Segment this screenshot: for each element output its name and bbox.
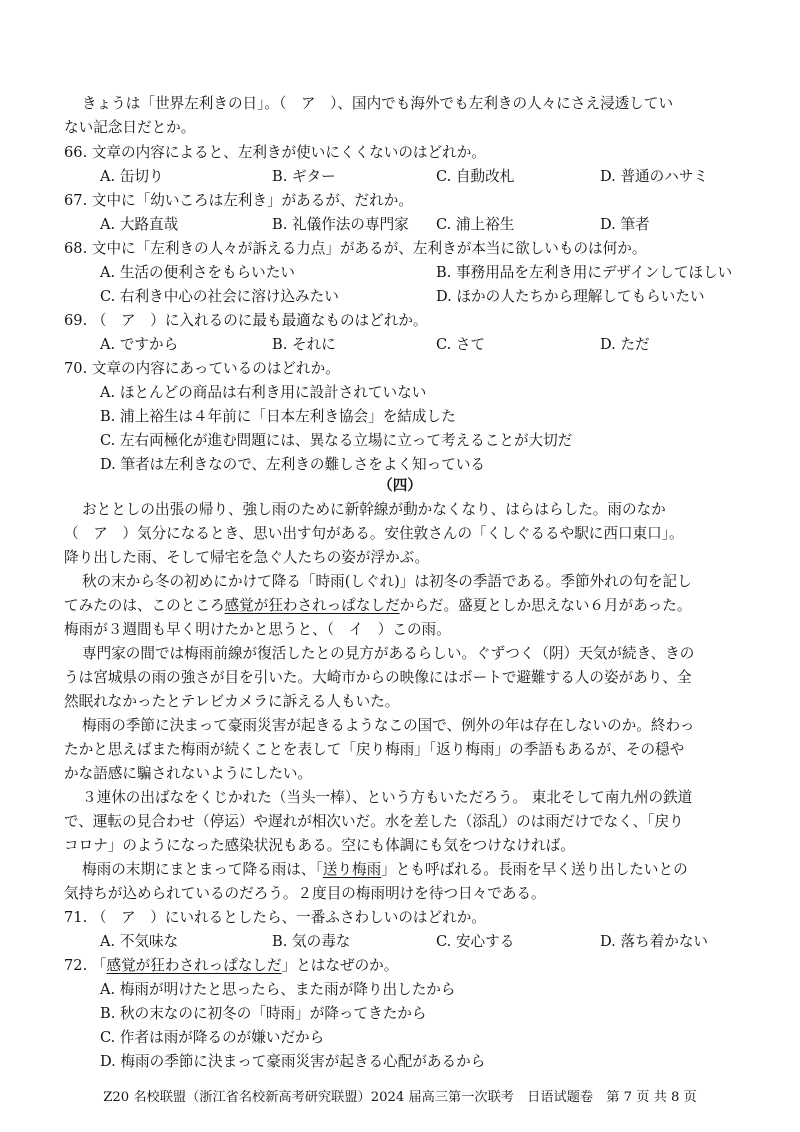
underlined-phrase: 感覚が狂わされっぱなしだ: [224, 597, 400, 614]
q69-option-c: C. さて: [436, 336, 486, 353]
q70-option-d: D. 筆者は左利きなので、左利きの難しさをよく知っている: [100, 456, 486, 473]
passage-line: 降り出した雨、そして帰宅を急ぐ人たちの姿が浮かぶ。: [64, 549, 430, 566]
passage-line: おととしの出張の帰り、強し雨のために新幹線が動かなくなり、はらはらした。雨のなか: [82, 501, 666, 518]
passage-line: （ ア ）気分になるとき、思い出す句がある。安住敦さんの「くしぐるるや駅に西口東口」。: [64, 525, 684, 542]
question-66-stem: 66. 文章の内容によると、左利きが使いにくくないのはどれか。: [64, 144, 486, 161]
q72-option-a: A. 梅雨が明けたと思ったら、また雨が降り出したから: [100, 981, 456, 998]
question-71-stem: 71. （ ア ）にいれるとしたら、一番ふさわしいのはどれか。: [64, 909, 486, 926]
q66-option-b: B. ギター: [272, 168, 336, 185]
q72-option-b: B. 秋の末なのに初冬の「時雨」が降ってきたから: [100, 1005, 427, 1022]
q72-option-d: D. 梅雨の季節に決まって豪雨災害が起きる心配があるから: [100, 1053, 486, 1070]
q67-option-a: A. 大路直哉: [100, 216, 179, 233]
q71-option-b: B. 気の毒な: [272, 933, 351, 950]
passage-line: コロナ」のようになった感染状況もある。空にも体調にも気をつけなければ。: [64, 837, 575, 854]
q71-option-a: A. 不気味な: [100, 933, 179, 950]
passage-line: 梅雨の季節に決まって豪雨災害が起きるようなこの国で、例外の年は存在しないのか。終わっ: [82, 717, 695, 734]
passage-line: うは宮城県の雨の強さが目を引いた。大崎市からの映像にはボートで避難する人の姿があり、全: [64, 669, 692, 686]
q70-option-a: A. ほとんどの商品は右利き用に設計されていない: [100, 384, 427, 401]
q67-option-c: C. 浦上裕生: [436, 216, 515, 233]
q67-option-d: D. 筆者: [600, 216, 650, 233]
underlined-phrase: 送り梅雨: [322, 861, 382, 878]
passage-line: たかと思えばまた梅雨が続くことを表して「戻り梅雨」「返り梅雨」の季語もあるが、その穏や: [64, 741, 685, 758]
q69-option-a: A. ですから: [100, 336, 179, 353]
passage-line: 梅雨の末期にまとまって降る雨は、「送り梅雨」とも呼ばれる。長雨を早く送り出したいとの: [82, 861, 688, 878]
passage-line: かな語感に騙されないようにしたい。: [64, 765, 313, 782]
q71-option-d: D. 落ち着かない: [600, 933, 709, 950]
passage-line: 梅雨が３週間も早く明けたかと思うと、（ イ ）この雨。: [64, 621, 451, 638]
passage-line: きょうは「世界左利きの日」。（ ア ）、国内でも海外でも左利きの人々にさえ浸透してい: [82, 95, 674, 112]
q69-option-d: D. ただ: [600, 336, 650, 353]
passage-line: ３連休の出ばなをくじかれた（当头一棒）、という方もいただろう。 東北そして南九州の鉄道: [82, 789, 693, 806]
q70-option-b: B. 浦上裕生は４年前に「日本左利き協会」を結成した: [100, 408, 456, 425]
q67-option-b: B. 礼儀作法の専門家: [272, 216, 409, 233]
page-footer: Z20 名校联盟（浙江省名校新高考研究联盟）2024 届高三第一次联考 日语试题卷 第 7 页 共 8 页: [103, 1090, 697, 1105]
question-70-stem: 70. 文章の内容にあっているのはどれか。: [64, 360, 340, 377]
q70-option-c: C. 左右両極化が進む問題には、異なる立場に立って考えることが大切だ: [100, 432, 573, 449]
q66-option-d: D. 普通のハサミ: [600, 168, 709, 185]
question-72-stem: 72. 「感覚が狂わされっぱなしだ」とはなぜのか。: [64, 957, 399, 974]
question-69-stem: 69. （ ア ）に入れるのに最も最適なものはどれか。: [64, 312, 428, 329]
question-68-stem: 68. 文中に「左利きの人々が訴える力点」があるが、左利きが本当に欲しいものは何か。: [64, 240, 647, 257]
q66-option-c: C. 自動改札: [436, 168, 515, 185]
passage-line: てみたのは、このところ感覚が狂わされっぱなしだからだ。盛夏としか思えない６月があった。: [64, 597, 692, 614]
q71-option-c: C. 安心する: [436, 933, 515, 950]
passage-line: で、運転の見合わせ（停运）や遅れが相次いだ。水を差した（添乱）のは雨だけでなく、「戻り: [64, 813, 684, 830]
q66-option-a: A. 缶切り: [100, 168, 164, 185]
question-67-stem: 67. 文中に「幼いころは左利き」があるが、だれか。: [64, 192, 413, 209]
q72-option-c: C. 作者は雨が降るのが嫌いだから: [100, 1029, 325, 1046]
q68-option-d: D. ほかの人たちから理解してもらいたい: [436, 288, 705, 305]
q68-option-b: B. 事務用品を左利き用にデザインしてほしい: [436, 264, 733, 281]
section-title: （四）: [378, 477, 422, 494]
underlined-phrase: 感覚が狂わされっぱなしだ: [106, 957, 282, 974]
passage-line: 然眠れなかったとテレビカメラに訴える人もいた。: [64, 693, 400, 710]
passage-line: 専門家の間では梅雨前線が復活したとの見方があるらしい。ぐずつく（阴）天気が続き、きの: [82, 645, 695, 662]
q69-option-b: B. それに: [272, 336, 336, 353]
q68-option-c: C. 右利き中心の社会に溶け込みたい: [100, 288, 339, 305]
passage-line: 気持ちが込められているのだろう。２度目の梅雨明けを待つ日々である。: [64, 885, 546, 902]
passage-line: 秋の末から冬の初めにかけて降る「時雨(しぐれ)」は初冬の季語である。季節外れの句を記し: [82, 573, 692, 590]
q68-option-a: A. 生活の便利さをもらいたい: [100, 264, 295, 281]
passage-line: ない記念日だとか。: [64, 119, 196, 136]
